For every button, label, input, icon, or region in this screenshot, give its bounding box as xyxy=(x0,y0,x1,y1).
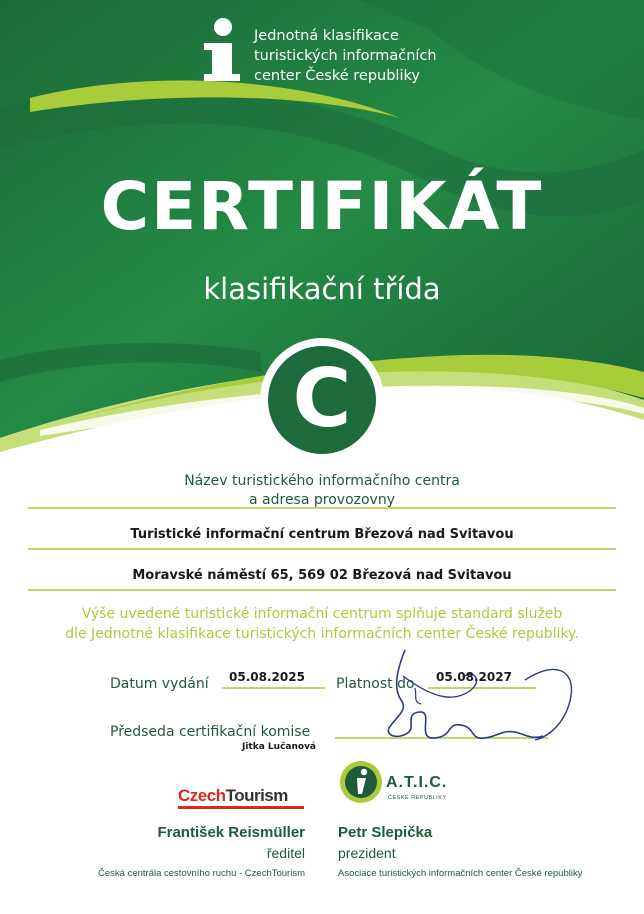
class-letter-badge: C xyxy=(292,352,352,445)
committee-label: Předseda certifikační komise xyxy=(110,724,311,740)
header-org-line: Jednotná klasifikace xyxy=(254,28,399,44)
header-org-line: turistických informačních xyxy=(254,48,437,64)
czechtourism-logo xyxy=(178,786,288,806)
left-signer-name: František Reismüller xyxy=(157,824,305,841)
certificate-title: CERTIFIKÁT xyxy=(100,168,544,245)
czechtourism-logo-part: Czech xyxy=(178,786,226,805)
center-label-line2: a adresa provozovny xyxy=(249,492,395,508)
atic-logo-subtext: ČESKÉ REPUBLIKY xyxy=(388,795,447,801)
header-org-text xyxy=(254,26,437,86)
certificate-subtitle: klasifikační třída xyxy=(203,272,441,306)
right-signer-org: Asociace turistických informačních center České republiky xyxy=(338,868,583,879)
issue-date-value: 05.08.2025 xyxy=(229,670,305,684)
validity-date-value: 05.08.2027 xyxy=(436,670,512,684)
right-signer-name: Petr Slepička xyxy=(338,824,433,841)
center-label-line1: Název turistického informačního centra xyxy=(184,473,460,489)
statement-line: Výše uvedené turistické informační centrum splňuje standard služeb xyxy=(81,606,563,622)
statement-text xyxy=(0,604,644,644)
czechtourism-logo-part: Tourism xyxy=(225,786,288,805)
center-name: Turistické informační centrum Březová nad Svitavou xyxy=(130,527,514,542)
atic-logo-icon xyxy=(338,758,384,806)
validity-date-label: Platnost do xyxy=(336,676,415,692)
left-signer-org: Česká centrála cestovního ruchu - CzechTourism xyxy=(98,868,305,879)
czechtourism-logo-underline xyxy=(178,806,304,809)
left-signer-role: ředitel xyxy=(266,845,305,861)
header-org-line: center České republiky xyxy=(254,68,420,84)
issue-date-label: Datum vydání xyxy=(110,676,209,692)
right-signer-role: prezident xyxy=(338,845,396,861)
statement-line: dle Jednotné klasifikace turistických informačních center České republiky. xyxy=(65,626,579,642)
committee-chair-name: Jitka Lučanová xyxy=(242,742,317,752)
atic-logo-text: A.T.I.C. xyxy=(386,774,448,791)
center-address: Moravské náměstí 65, 569 02 Březová nad Svitavou xyxy=(132,568,512,583)
signature-scribble xyxy=(375,640,595,760)
